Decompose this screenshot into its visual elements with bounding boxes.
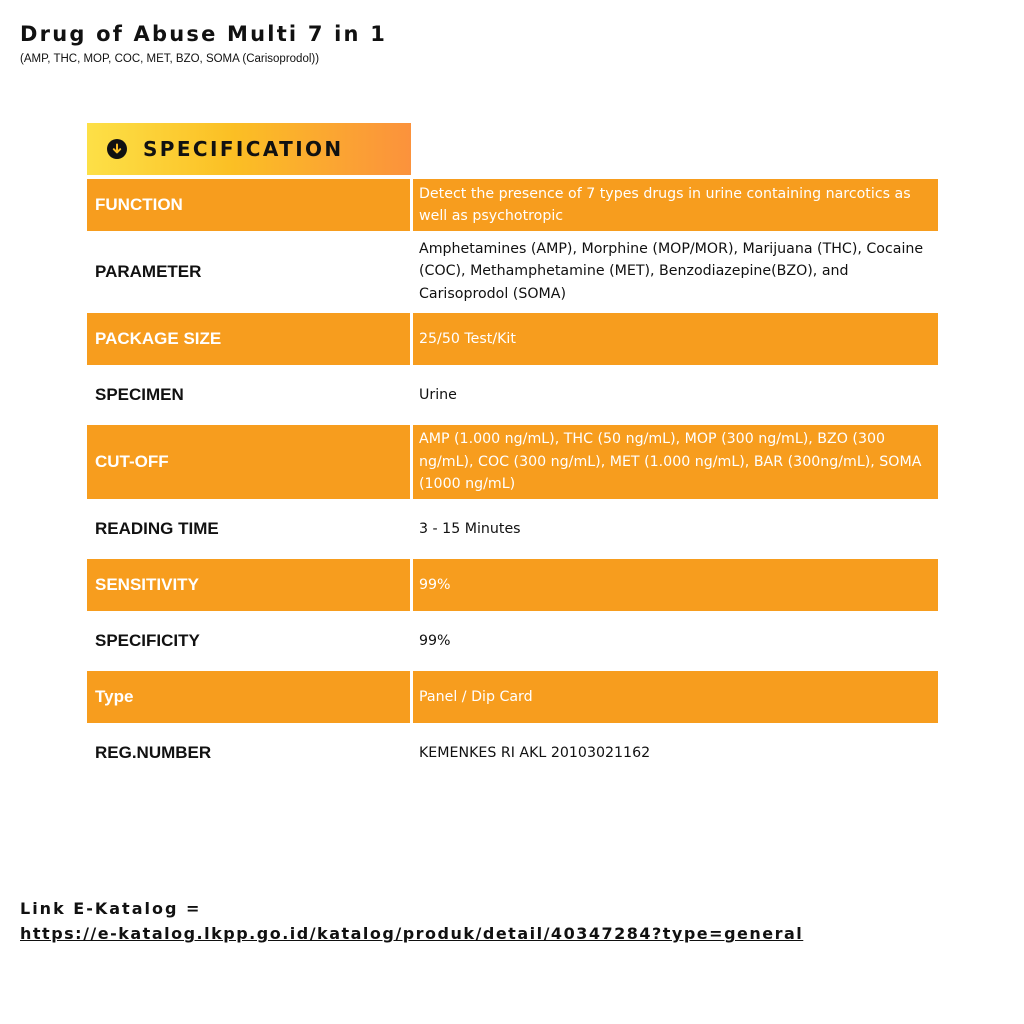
spec-value: Urine: [419, 386, 457, 403]
spec-row-reading-time: [87, 503, 938, 555]
spec-value: AMP (1.000 ng/mL), THC (50 ng/mL), MOP (300 ng/mL), BZO (300 ng/mL), COC (300 ng/mL), MET (1.000 ng/mL), BAR (300ng/mL), SOMA (1000 ng/mL): [413, 425, 938, 499]
spec-value: 99%: [419, 632, 451, 649]
page-subtitle: (AMP, THC, MOP, COC, MET, BZO, SOMA (Carisoprodol)): [20, 53, 320, 65]
spec-value: 99%: [413, 559, 938, 611]
spec-label: CUT-OFF: [87, 425, 410, 499]
spec-value: 3 - 15 Minutes: [419, 520, 521, 537]
spec-label: PARAMETER: [95, 261, 202, 281]
spec-value: Panel / Dip Card: [413, 671, 938, 723]
spec-row-package-size: [87, 313, 938, 365]
spec-label: SENSITIVITY: [87, 559, 410, 611]
link-label: Link E-Katalog =: [20, 899, 202, 918]
spec-row-cut-off: [87, 425, 938, 499]
spec-value: Amphetamines (AMP), Morphine (MOP/MOR), Marijuana (THC), Cocaine (COC), Methamphetamine (MET), Benzodiazepine(BZO), and Carisoprodol (SOMA): [419, 240, 924, 302]
spec-label: REG.NUMBER: [95, 743, 212, 762]
spec-label: SPECIMEN: [95, 385, 184, 404]
spec-label: SPECIFICITY: [95, 631, 200, 650]
spec-label: FUNCTION: [87, 179, 410, 231]
spec-row-function: [87, 179, 938, 231]
spec-row-type: [87, 671, 938, 723]
spec-row-parameter: [87, 235, 938, 308]
spec-value: Detect the presence of 7 types drugs in urine containing narcotics as well as psychotropic: [413, 179, 938, 231]
spec-value: KEMENKES RI AKL 20103021162: [419, 744, 651, 761]
e-katalog-link[interactable]: https://e-katalog.lkpp.go.id/katalog/produk/detail/40347284?type=general: [20, 924, 804, 943]
specification-header: [87, 123, 411, 175]
spec-row-reg-number: [87, 727, 938, 779]
spec-row-specimen: [87, 369, 938, 421]
specification-title: SPECIFICATION: [143, 137, 344, 161]
arrow-down-circle-icon: [107, 139, 127, 159]
spec-label: READING TIME: [95, 519, 219, 538]
spec-row-sensitivity: [87, 559, 938, 611]
spec-label: PACKAGE SIZE: [87, 313, 410, 365]
page-title: Drug of Abuse Multi 7 in 1: [20, 22, 388, 46]
spec-label: Type: [87, 671, 410, 723]
spec-value: 25/50 Test/Kit: [413, 313, 938, 365]
spec-row-specificity: [87, 615, 938, 667]
